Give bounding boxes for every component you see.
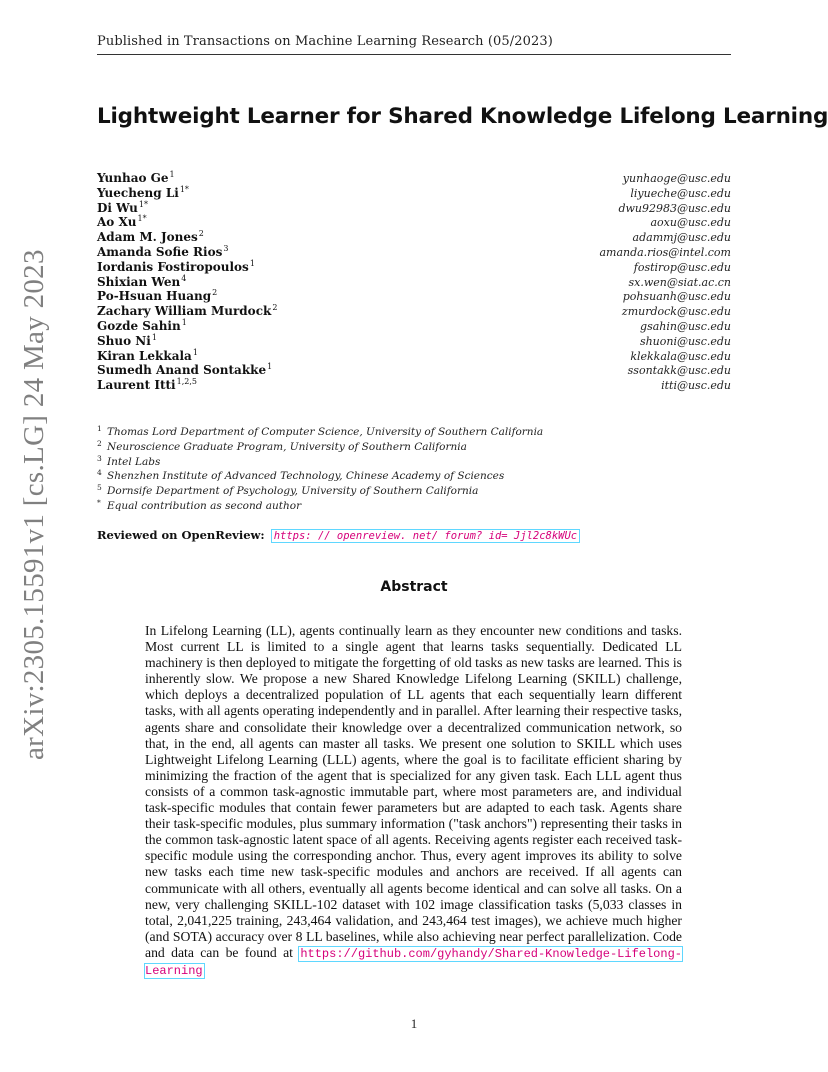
author-row — [97, 288, 731, 303]
affiliation-row — [97, 498, 731, 513]
author-row — [97, 318, 731, 333]
author-name — [97, 288, 217, 303]
author-name — [97, 333, 157, 348]
author-email[interactable]: zmurdock@usc.edu — [621, 305, 731, 319]
author-name — [97, 244, 228, 259]
author-email[interactable]: dwu92983@usc.edu — [618, 201, 731, 215]
author-name-text: Laurent Itti — [97, 378, 176, 393]
author-affil-mark: 1 — [151, 332, 157, 342]
author-affil-mark: 2 — [212, 288, 218, 298]
abstract-body — [145, 623, 682, 979]
author-name-text: Po-Hsuan Huang — [97, 289, 212, 304]
author-email[interactable]: liyueche@usc.edu — [630, 186, 731, 200]
author-name-text: Sumedh Anand Sontakke — [97, 363, 267, 378]
author-affil-mark: 1,2,5 — [176, 377, 197, 387]
author-email[interactable]: gsahin@usc.edu — [640, 319, 731, 333]
author-name — [97, 318, 187, 333]
affiliation-row — [97, 454, 731, 469]
author-email[interactable]: fostirop@usc.edu — [633, 260, 731, 274]
author-email[interactable]: klekkala@usc.edu — [630, 349, 731, 363]
code-link[interactable]: https://github.com/gyhandy/Shared-Knowledge-Lifelong-Learning — [145, 946, 682, 978]
paper-title: Lightweight Learner for Shared Knowledge Lifelong Learning — [97, 104, 828, 129]
affiliation-mark: 4 — [97, 468, 102, 478]
author-email[interactable]: sx.wen@siat.ac.cn — [628, 275, 731, 289]
author-name — [97, 377, 197, 392]
affiliation-row — [97, 439, 731, 454]
author-name — [97, 303, 277, 318]
author-affil-mark: 1* — [138, 199, 148, 209]
journal-line: Published in Transactions on Machine Learning Research (05/2023) — [97, 34, 553, 49]
affiliation-row — [97, 424, 731, 439]
affiliation-mark: 2 — [97, 438, 102, 448]
author-row — [97, 362, 731, 377]
affiliation-list — [97, 424, 731, 513]
author-name — [97, 170, 175, 185]
author-affil-mark: 3 — [223, 243, 229, 253]
author-name — [97, 362, 272, 377]
affiliation-text: Equal contribution as second author — [107, 499, 302, 512]
author-name-text: Kiran Lekkala — [97, 348, 192, 363]
affiliation-mark: 1 — [97, 424, 102, 433]
openreview-link[interactable]: https: // openreview. net/ forum? id= Jjl2c8kWUc — [273, 530, 578, 542]
affiliation-row — [97, 483, 731, 498]
reviewed-label: Reviewed on OpenReview: — [97, 528, 265, 542]
affiliation-text: Dornsife Department of Psychology, University of Southern California — [107, 485, 479, 498]
author-name-text: Iordanis Fostiropoulos — [97, 259, 249, 274]
author-name — [97, 274, 186, 289]
author-row — [97, 377, 731, 392]
author-affil-mark: 1* — [179, 184, 189, 194]
author-name-text: Yuecheng Li — [97, 185, 179, 200]
author-name-text: Shuo Ni — [97, 333, 151, 348]
author-row — [97, 333, 731, 348]
author-name-text: Di Wu — [97, 200, 138, 215]
abstract-heading: Abstract — [380, 579, 448, 595]
author-affil-mark: 4 — [181, 273, 187, 283]
author-email[interactable]: shuoni@usc.edu — [639, 334, 731, 348]
author-name-text: Adam M. Jones — [97, 230, 198, 245]
author-affil-mark: 2 — [198, 229, 204, 239]
author-email[interactable]: yunhaoge@usc.edu — [622, 172, 731, 185]
author-email[interactable]: itti@usc.edu — [661, 379, 731, 393]
affiliation-text: Thomas Lord Department of Computer Science, University of Southern California — [107, 426, 544, 438]
affiliation-mark: * — [97, 497, 101, 507]
reviewed-line — [97, 528, 579, 542]
author-email[interactable]: pohsuanh@usc.edu — [622, 290, 731, 304]
author-affil-mark: 1 — [267, 362, 273, 372]
author-list — [97, 170, 731, 392]
author-name — [97, 229, 204, 244]
author-name-text: Shixian Wen — [97, 274, 181, 289]
author-affil-mark: 2 — [272, 303, 278, 313]
author-affil-mark: 1 — [169, 170, 175, 179]
author-row — [97, 259, 731, 274]
author-row — [97, 303, 731, 318]
affiliation-text: Neuroscience Graduate Program, University of Southern California — [107, 440, 467, 453]
author-name — [97, 200, 148, 215]
author-name — [97, 214, 147, 229]
author-name — [97, 259, 255, 274]
affiliation-text: Intel Labs — [107, 455, 161, 468]
author-name-text: Ao Xu — [97, 215, 137, 230]
author-affil-mark: 1 — [181, 317, 187, 327]
author-row — [97, 244, 731, 259]
affiliation-mark: 3 — [97, 453, 102, 463]
journal-header — [97, 34, 731, 55]
author-row — [97, 348, 731, 363]
author-email[interactable]: amanda.rios@intel.com — [599, 245, 731, 259]
author-affil-mark: 1* — [137, 214, 147, 224]
author-email[interactable]: ssontakk@usc.edu — [627, 364, 731, 378]
abstract-text: In Lifelong Learning (LL), agents continually learn as they encounter new conditions and tasks. Most current LL is limited to a single agent that learns tasks sequentially. Dedicated LL machinery is then deployed to mitigate the forgetting of old tasks as new tasks are learned. This is inherently slow. We propose a new Shared Knowledge Lifelong Learning (SKILL) challenge, which deploys a decentralized population of LL agents that each sequentially learn different tasks, with all agents operating independently and in parallel. After learning their respective tasks, agents share and consolidate their knowledge over a decentralized communication network, so that, in the end, all agents can master all tasks. We present one solution to SKILL which uses Lightweight Lifelong Learning (LLL) agents, where the goal is to facilitate efficient sharing by minimizing the fraction of the agent that is specialized for any given task. Each LLL agent thus consists of a common task-agnostic immutable part, where most parameters are, and individual task-specific modules that contain fewer parameters but are adapted to each task. Agents share their task-specific modules, plus summary information ("task anchors") representing their tasks in the common task-agnostic latent space of all agents. Receiving agents register each received task-specific module using the corresponding anchor. Thus, every agent improves its ability to solve new tasks each time new task-specific modules and anchors are received. If all agents can communicate with all others, eventually all agents become identical and can solve all tasks. On a new, very challenging SKILL-102 dataset with 102 image classification tasks (5,033 classes in total, 2,041,225 training, 243,464 validation, and 243,464 test images), we achieve much higher (and SOTA) accuracy over 8 LL baselines, while also achieving near perfect parallelization. Code and data can be found at — [145, 623, 682, 960]
author-name — [97, 348, 198, 363]
author-name-text: Amanda Sofie Rios — [97, 244, 223, 259]
author-name — [97, 185, 189, 200]
author-row — [97, 274, 731, 289]
author-name-text: Zachary William Murdock — [97, 304, 272, 319]
author-affil-mark: 1 — [192, 347, 198, 357]
author-name-text: Gozde Sahin — [97, 318, 181, 333]
author-email[interactable]: aoxu@usc.edu — [650, 216, 731, 230]
author-email[interactable]: adammj@usc.edu — [632, 231, 731, 245]
author-affil-mark: 1 — [249, 258, 255, 268]
page-number: 1 — [410, 1016, 418, 1031]
author-row — [97, 200, 731, 215]
affiliation-mark: 5 — [97, 483, 102, 493]
affiliation-row — [97, 468, 731, 483]
author-row — [97, 170, 731, 185]
affiliation-text: Shenzhen Institute of Advanced Technology, Chinese Academy of Sciences — [107, 470, 505, 483]
author-row — [97, 214, 731, 229]
author-row — [97, 229, 731, 244]
author-row — [97, 185, 731, 200]
arxiv-stamp: arXiv:2305.15591v1 [cs.LG] 24 May 2023 — [18, 249, 50, 760]
author-name-text: Yunhao Ge — [97, 171, 169, 185]
